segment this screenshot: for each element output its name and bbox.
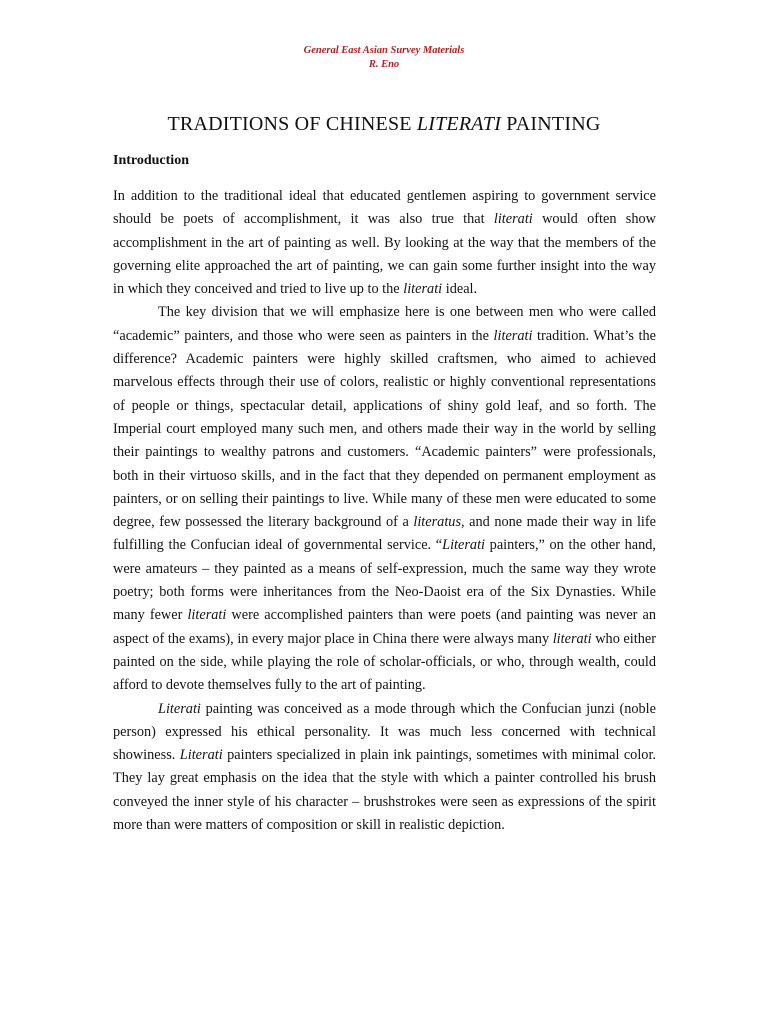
paragraph-text: painting was conceived as a mode through which the Confucian junzi (noble person) expressed his ethical personality. It was much less concerned with technical showiness. <box>113 700 656 764</box>
title-part-2: LITERATI <box>416 113 502 135</box>
italic-term: Literati <box>158 700 201 717</box>
italic-term: literati <box>493 211 533 228</box>
section-heading: Introduction <box>113 153 189 168</box>
body-paragraph <box>113 301 656 697</box>
paragraph-text: , and none made their way in life fulfilling the Confucian ideal of governmental service. “ <box>113 514 656 554</box>
paragraph-text: In addition to the traditional ideal that educated gentlemen aspiring to government service should be poets of accomplishment, it was also true that <box>113 188 656 228</box>
paragraph-text: tradition. What’s the difference? Academic painters were highly skilled craftsmen, who aimed to achieved marvelous effects through their use of colors, realistic or highly conventional representations of people or things, spectacular detail, applications of shiny gold leaf, and so forth. The Imperial court employed many such men, and others made their way in the world by selling their paintings to wealthy patrons and customers. “Academic painters” were professionals, both in their virtuoso skills, and in the fact that they depended on permanent employment as painters, or on selling their paintings to live. While many of these men were educated to some degree, few possessed the literary background of a <box>113 327 656 531</box>
italic-term: Literati <box>442 537 486 554</box>
paragraph-text: painters,” on the other hand, were amateurs – they painted as a means of self-expression, much the same way they wrote poetry; both forms were inheritances from the Neo-Daoist era of the Six Dynasties. While many fewer <box>113 537 656 624</box>
header-author: R. Eno <box>368 59 400 70</box>
body-text <box>113 185 656 837</box>
paragraph-text: were accomplished painters than were poets (and painting was never an aspect of the exams), in every major place in China there were always many <box>113 607 657 647</box>
paragraph-text: would often show accomplishment in the art of painting as well. By looking at the way that the members of the governing elite approached the art of painting, we can gain some further insight into the way in which they conceived and tried to live up to the <box>113 211 656 298</box>
italic-term: literati <box>187 607 227 624</box>
italic-term: literati <box>552 630 592 647</box>
italic-term: literati <box>493 327 533 344</box>
header-series-title: General East Asian Survey Materials <box>303 45 465 56</box>
italic-term: Literati <box>179 747 223 764</box>
italic-term: literati <box>403 281 443 298</box>
document-title <box>0 112 768 136</box>
body-paragraph <box>113 185 656 301</box>
running-header <box>0 44 768 72</box>
title-part-3: PAINTING <box>501 113 601 135</box>
paragraph-text: who either painted on the side, while playing the role of scholar-officials, or who, through wealth, could afford to devote themselves fully to the art of painting. <box>113 630 656 694</box>
italic-term: literatus <box>413 514 462 531</box>
body-paragraph <box>113 698 656 838</box>
title-part-1: TRADITIONS OF CHINESE <box>167 113 417 135</box>
paragraph-text: The key division that we will emphasize here is one between men who were called “academic” painters, and those who were seen as painters in the <box>113 304 656 344</box>
paragraph-text: painters specialized in plain ink paintings, sometimes with minimal color. They lay great emphasis on the idea that the style with which a painter controlled his brush conveyed the inner style of his character – brushstrokes were seen as expressions of the spirit more than were matters of composition or skill in realistic depiction. <box>113 747 656 834</box>
paragraph-text: ideal. <box>442 281 478 298</box>
